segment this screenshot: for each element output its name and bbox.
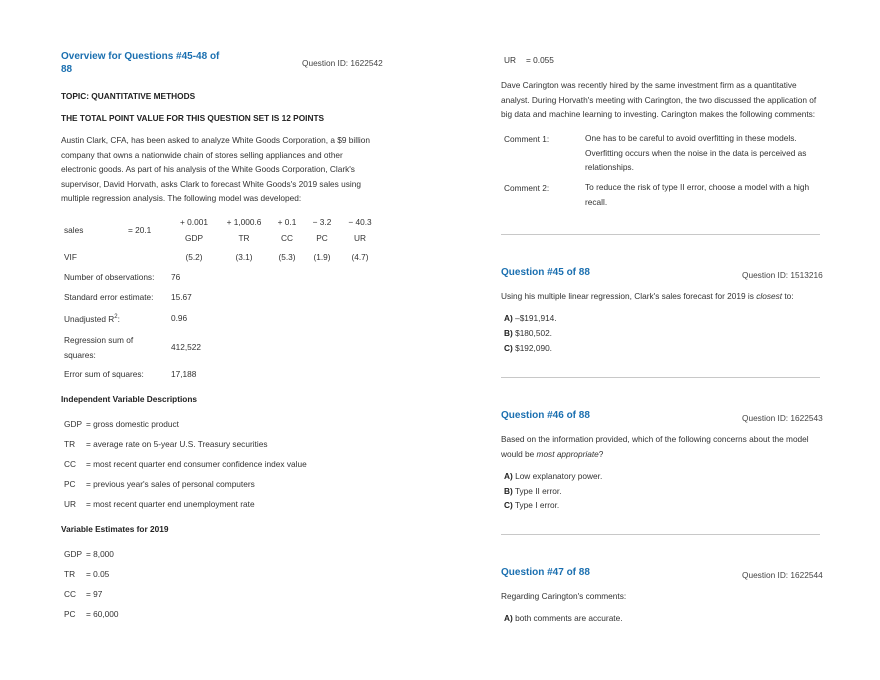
- question-stem: Based on the information provided, which of the following concerns about the model would be most appropriate?: [501, 434, 809, 459]
- topic-heading: TOPIC: QUANTITATIVE METHODS: [61, 91, 196, 101]
- question-title: Question #47 of 88: [501, 567, 590, 578]
- model-term-coef: + 0.1: [277, 217, 297, 227]
- model-lhs: sales: [64, 225, 84, 235]
- var-est-heading: Variable Estimates for 2019: [61, 524, 169, 534]
- answer-option[interactable]: A) both comments are accurate.: [504, 613, 623, 623]
- model-term-var: PC: [316, 233, 328, 243]
- vif-value: (1.9): [313, 252, 331, 262]
- stat-label: Error sum of squares:: [64, 369, 144, 379]
- stat-value: 0.96: [171, 313, 188, 323]
- overview-question-id: Question ID: 1622542: [302, 58, 383, 68]
- answer-option[interactable]: B) $180,502.: [504, 328, 552, 338]
- answer-option[interactable]: C) $192,090.: [504, 343, 552, 353]
- model-term-coef: − 3.2: [312, 217, 332, 227]
- model-term-coef: − 40.3: [348, 217, 372, 227]
- overview-title: Overview for Questions #45-48 of 88: [61, 51, 220, 75]
- answer-option[interactable]: A) –$191,914.: [504, 313, 557, 323]
- superscript: 2: [114, 314, 118, 321]
- question-stem: Using his multiple linear regression, Clark's sales forecast for 2019 is closest to:: [501, 291, 794, 301]
- comment-text: To reduce the risk of type II error, choose a model with a high recall.: [585, 182, 810, 207]
- question-id: Question ID: 1622543: [742, 413, 823, 423]
- answer-option[interactable]: B) Type II error.: [504, 486, 562, 496]
- question-id: Question ID: 1622544: [742, 570, 823, 580]
- comment-label: Comment 1:: [504, 134, 550, 144]
- divider: [501, 377, 820, 378]
- stat-value: 76: [171, 272, 181, 282]
- stat-label: Number of observations:: [64, 272, 155, 282]
- model-term-var: UR: [354, 233, 366, 243]
- answer-option[interactable]: C) Type I error.: [504, 500, 560, 510]
- model-intercept: = 20.1: [128, 225, 152, 235]
- question-stem: Regarding Carington's comments:: [501, 591, 627, 601]
- stat-label: Unadjusted $R^2$:: [64, 314, 120, 324]
- divider: [501, 234, 820, 235]
- point-value-heading: THE TOTAL POINT VALUE FOR THIS QUESTION SET IS 12 POINTS: [61, 113, 325, 123]
- vif-label: VIF: [64, 252, 77, 262]
- vif-value: (5.2): [185, 252, 203, 262]
- answer-option[interactable]: A) Low explanatory power.: [504, 471, 603, 481]
- stat-value: 412,522: [171, 342, 201, 352]
- var-desc-heading: Independent Variable Descriptions: [61, 394, 198, 404]
- stat-value: 17,188: [171, 369, 197, 379]
- comment-label: Comment 2:: [504, 183, 550, 193]
- divider: [501, 534, 820, 535]
- model-term-coef: + 1,000.6: [226, 217, 262, 227]
- model-term-var: CC: [281, 233, 293, 243]
- stat-label: Regression sum of squares:: [64, 335, 134, 360]
- carington-paragraph: Dave Carington was recently hired by the same investment firm as a quantitative analyst. During Horvath's meeting with Carington, the two discussed the application of big data and machine learning to investing. Carington makes the following comments:: [501, 80, 817, 119]
- intro-paragraph: Austin Clark, CFA, has been asked to analyze White Goods Corporation, a $9 billion company that owns a nationwide chain of stores selling appliances and other electronic goods. As part of his analysis of the White Goods Corporation, Clark's supervisor, David Horvath, asks Clark to forecast White Goods's 2019 sales using multiple regression analysis. The following model was developed:: [61, 135, 370, 203]
- question-title: Question #46 of 88: [501, 410, 590, 421]
- comment-text: One has to be careful to avoid overfitting in these models. Overfitting occurs when the noise in the data is perceived as relationships.: [585, 133, 807, 172]
- model-term-var: GDP: [185, 233, 203, 243]
- question-title: Question #45 of 88: [501, 267, 590, 278]
- vif-value: (5.3): [278, 252, 296, 262]
- question-id: Question ID: 1513216: [742, 270, 823, 280]
- model-term-coef: + 0.001: [180, 217, 208, 227]
- vif-value: (3.1): [235, 252, 253, 262]
- model-term-var: TR: [238, 233, 250, 243]
- stat-label: Standard error estimate:: [64, 292, 154, 302]
- vif-value: (4.7): [351, 252, 369, 262]
- stat-value: 15.67: [171, 292, 192, 302]
